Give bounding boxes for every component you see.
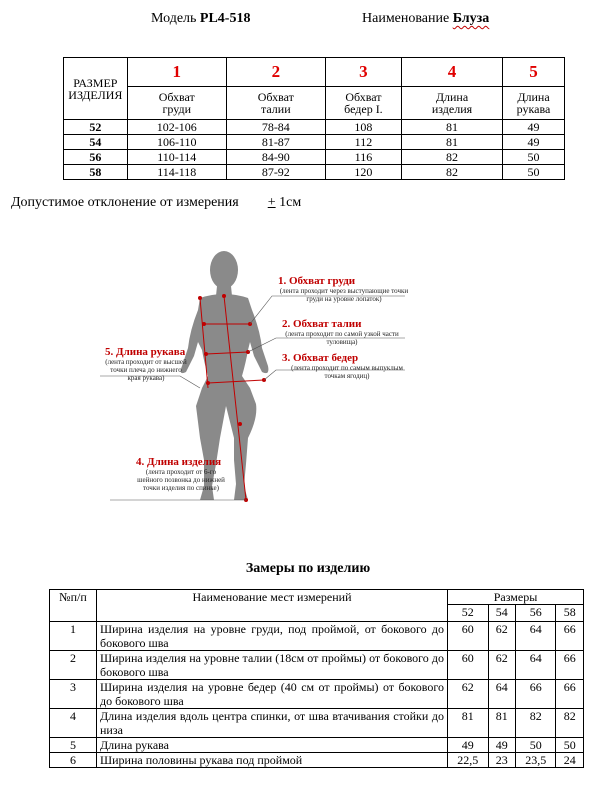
table-row — [50, 753, 584, 768]
row-num: 2 — [50, 651, 97, 680]
value-cell: 82 — [515, 709, 556, 738]
col-num: 4 — [402, 58, 503, 87]
value-cell: 81 — [402, 135, 503, 150]
measures-title: Замеры по изделию — [245, 561, 371, 576]
value-cell: 22,5 — [448, 753, 489, 768]
annotation-title: 2. Обхват талии — [282, 318, 362, 330]
row-name: Ширина изделия на уровне груди, под проймой, от бокового до бокового шва — [97, 622, 448, 651]
row-name: Ширина изделия на уровне бедер (40 см от проймы) от бокового до бокового шва — [97, 680, 448, 709]
value-cell: 64 — [515, 622, 556, 651]
table-row — [50, 738, 584, 753]
size-cell: 54 — [64, 135, 128, 150]
value-cell: 102-106 — [127, 120, 226, 135]
table-row — [50, 709, 584, 738]
annotation-title: 5. Длина рукава — [105, 346, 186, 358]
model-line — [151, 11, 250, 27]
size-chart-table — [63, 57, 565, 180]
col-num: 3 — [325, 58, 401, 87]
value-cell: 24 — [556, 753, 584, 768]
row-num: 6 — [50, 753, 97, 768]
col-num: 1 — [127, 58, 226, 87]
value-cell: 50 — [503, 165, 565, 180]
value-cell: 66 — [556, 651, 584, 680]
value-cell: 116 — [325, 150, 401, 165]
plus-minus-sign: + — [267, 195, 276, 210]
value-cell: 108 — [325, 120, 401, 135]
col-label: Длина изделия — [402, 87, 503, 120]
size-header: РАЗМЕР ИЗДЕЛИЯ — [64, 58, 128, 120]
value-cell: 82 — [402, 165, 503, 180]
value-cell: 82 — [402, 150, 503, 165]
value-cell: 81 — [448, 709, 489, 738]
name-line — [362, 11, 489, 27]
model-value: PL4-518 — [199, 11, 251, 26]
table-row — [50, 622, 584, 651]
value-cell: 62 — [488, 651, 515, 680]
size-cell: 56 — [64, 150, 128, 165]
tolerance-line — [11, 195, 301, 211]
table-row — [64, 135, 565, 150]
value-cell: 120 — [325, 165, 401, 180]
size-cell: 52 — [64, 120, 128, 135]
value-cell: 81 — [488, 709, 515, 738]
annotation-desc: (лента проходит через выступающие точки груди на уровне лопаток) — [279, 287, 409, 303]
size-header-cell: 52 — [448, 605, 489, 622]
value-cell: 23,5 — [515, 753, 556, 768]
annotation-hips — [282, 352, 412, 380]
value-cell: 62 — [488, 622, 515, 651]
value-cell: 78-84 — [226, 120, 325, 135]
value-cell: 60 — [448, 622, 489, 651]
annotation-length — [136, 456, 226, 492]
annotation-bust — [278, 275, 410, 303]
col-label: Обхват груди — [127, 87, 226, 120]
row-name: Ширина половины рукава под проймой — [97, 753, 448, 768]
annotation-sleeve — [105, 346, 187, 382]
table-row — [50, 651, 584, 680]
value-cell: 64 — [515, 651, 556, 680]
col-num-header: №п/п — [50, 590, 97, 622]
annotation-desc: (лента проходит от 6-го шейного позвонка до нижней точки изделия по спинке) — [137, 468, 225, 492]
value-cell: 50 — [503, 150, 565, 165]
row-num: 3 — [50, 680, 97, 709]
row-name: Длина рукава — [97, 738, 448, 753]
row-name: Ширина изделия на уровне талии (18см от проймы) от бокового до бокового шва — [97, 651, 448, 680]
tolerance-text: Допустимое отклонение от измерения — [11, 195, 239, 210]
value-cell: 49 — [488, 738, 515, 753]
value-cell: 49 — [503, 135, 565, 150]
row-name: Длина изделия вдоль центра спинки, от шва втачивания стойки до низа — [97, 709, 448, 738]
value-cell: 50 — [515, 738, 556, 753]
value-cell: 66 — [556, 622, 584, 651]
tolerance-value: 1см — [279, 195, 302, 210]
col-name-header: Наименование мест измерений — [97, 590, 448, 622]
value-cell: 50 — [556, 738, 584, 753]
col-label: Обхват бедер I. — [325, 87, 401, 120]
annotation-desc: (лента проходит по самым выпуклым точкам ягодиц) — [291, 364, 403, 380]
value-cell: 112 — [325, 135, 401, 150]
row-num: 1 — [50, 622, 97, 651]
value-cell: 110-114 — [127, 150, 226, 165]
size-header-cell: 54 — [488, 605, 515, 622]
size-header-cell: 56 — [515, 605, 556, 622]
annotation-desc: (лента проходит по самой узкой части туловища) — [285, 330, 399, 346]
row-num: 4 — [50, 709, 97, 738]
annotation-title: 4. Длина изделия — [136, 456, 222, 468]
value-cell: 23 — [488, 753, 515, 768]
value-cell: 66 — [515, 680, 556, 709]
value-cell: 106-110 — [127, 135, 226, 150]
value-cell: 87-92 — [226, 165, 325, 180]
value-cell: 84-90 — [226, 150, 325, 165]
value-cell: 62 — [448, 680, 489, 709]
measures-table — [49, 589, 584, 768]
annotation-desc: (лента проходит от высшей точки плеча до нижнего края рукава) — [105, 358, 187, 382]
value-cell: 114-118 — [127, 165, 226, 180]
row-num: 5 — [50, 738, 97, 753]
table-row — [50, 680, 584, 709]
value-cell: 81-87 — [226, 135, 325, 150]
size-header-cell: 58 — [556, 605, 584, 622]
value-cell: 49 — [448, 738, 489, 753]
annotation-title: 3. Обхват бедер — [282, 352, 359, 364]
annotation-title: 1. Обхват груди — [278, 275, 356, 287]
col-num: 5 — [503, 58, 565, 87]
col-label: Обхват талии — [226, 87, 325, 120]
value-cell: 66 — [556, 680, 584, 709]
value-cell: 82 — [556, 709, 584, 738]
table-row — [64, 165, 565, 180]
table-row — [64, 120, 565, 135]
model-label: Модель — [151, 11, 197, 26]
value-cell: 81 — [402, 120, 503, 135]
name-value: Блуза — [452, 11, 490, 26]
value-cell: 60 — [448, 651, 489, 680]
col-sizes-header: Размеры — [448, 590, 584, 605]
size-cell: 58 — [64, 165, 128, 180]
value-cell: 49 — [503, 120, 565, 135]
annotation-waist — [282, 318, 402, 346]
col-num: 2 — [226, 58, 325, 87]
table-row — [64, 150, 565, 165]
value-cell: 64 — [488, 680, 515, 709]
col-label: Длина рукава — [503, 87, 565, 120]
name-label: Наименование — [362, 11, 450, 26]
